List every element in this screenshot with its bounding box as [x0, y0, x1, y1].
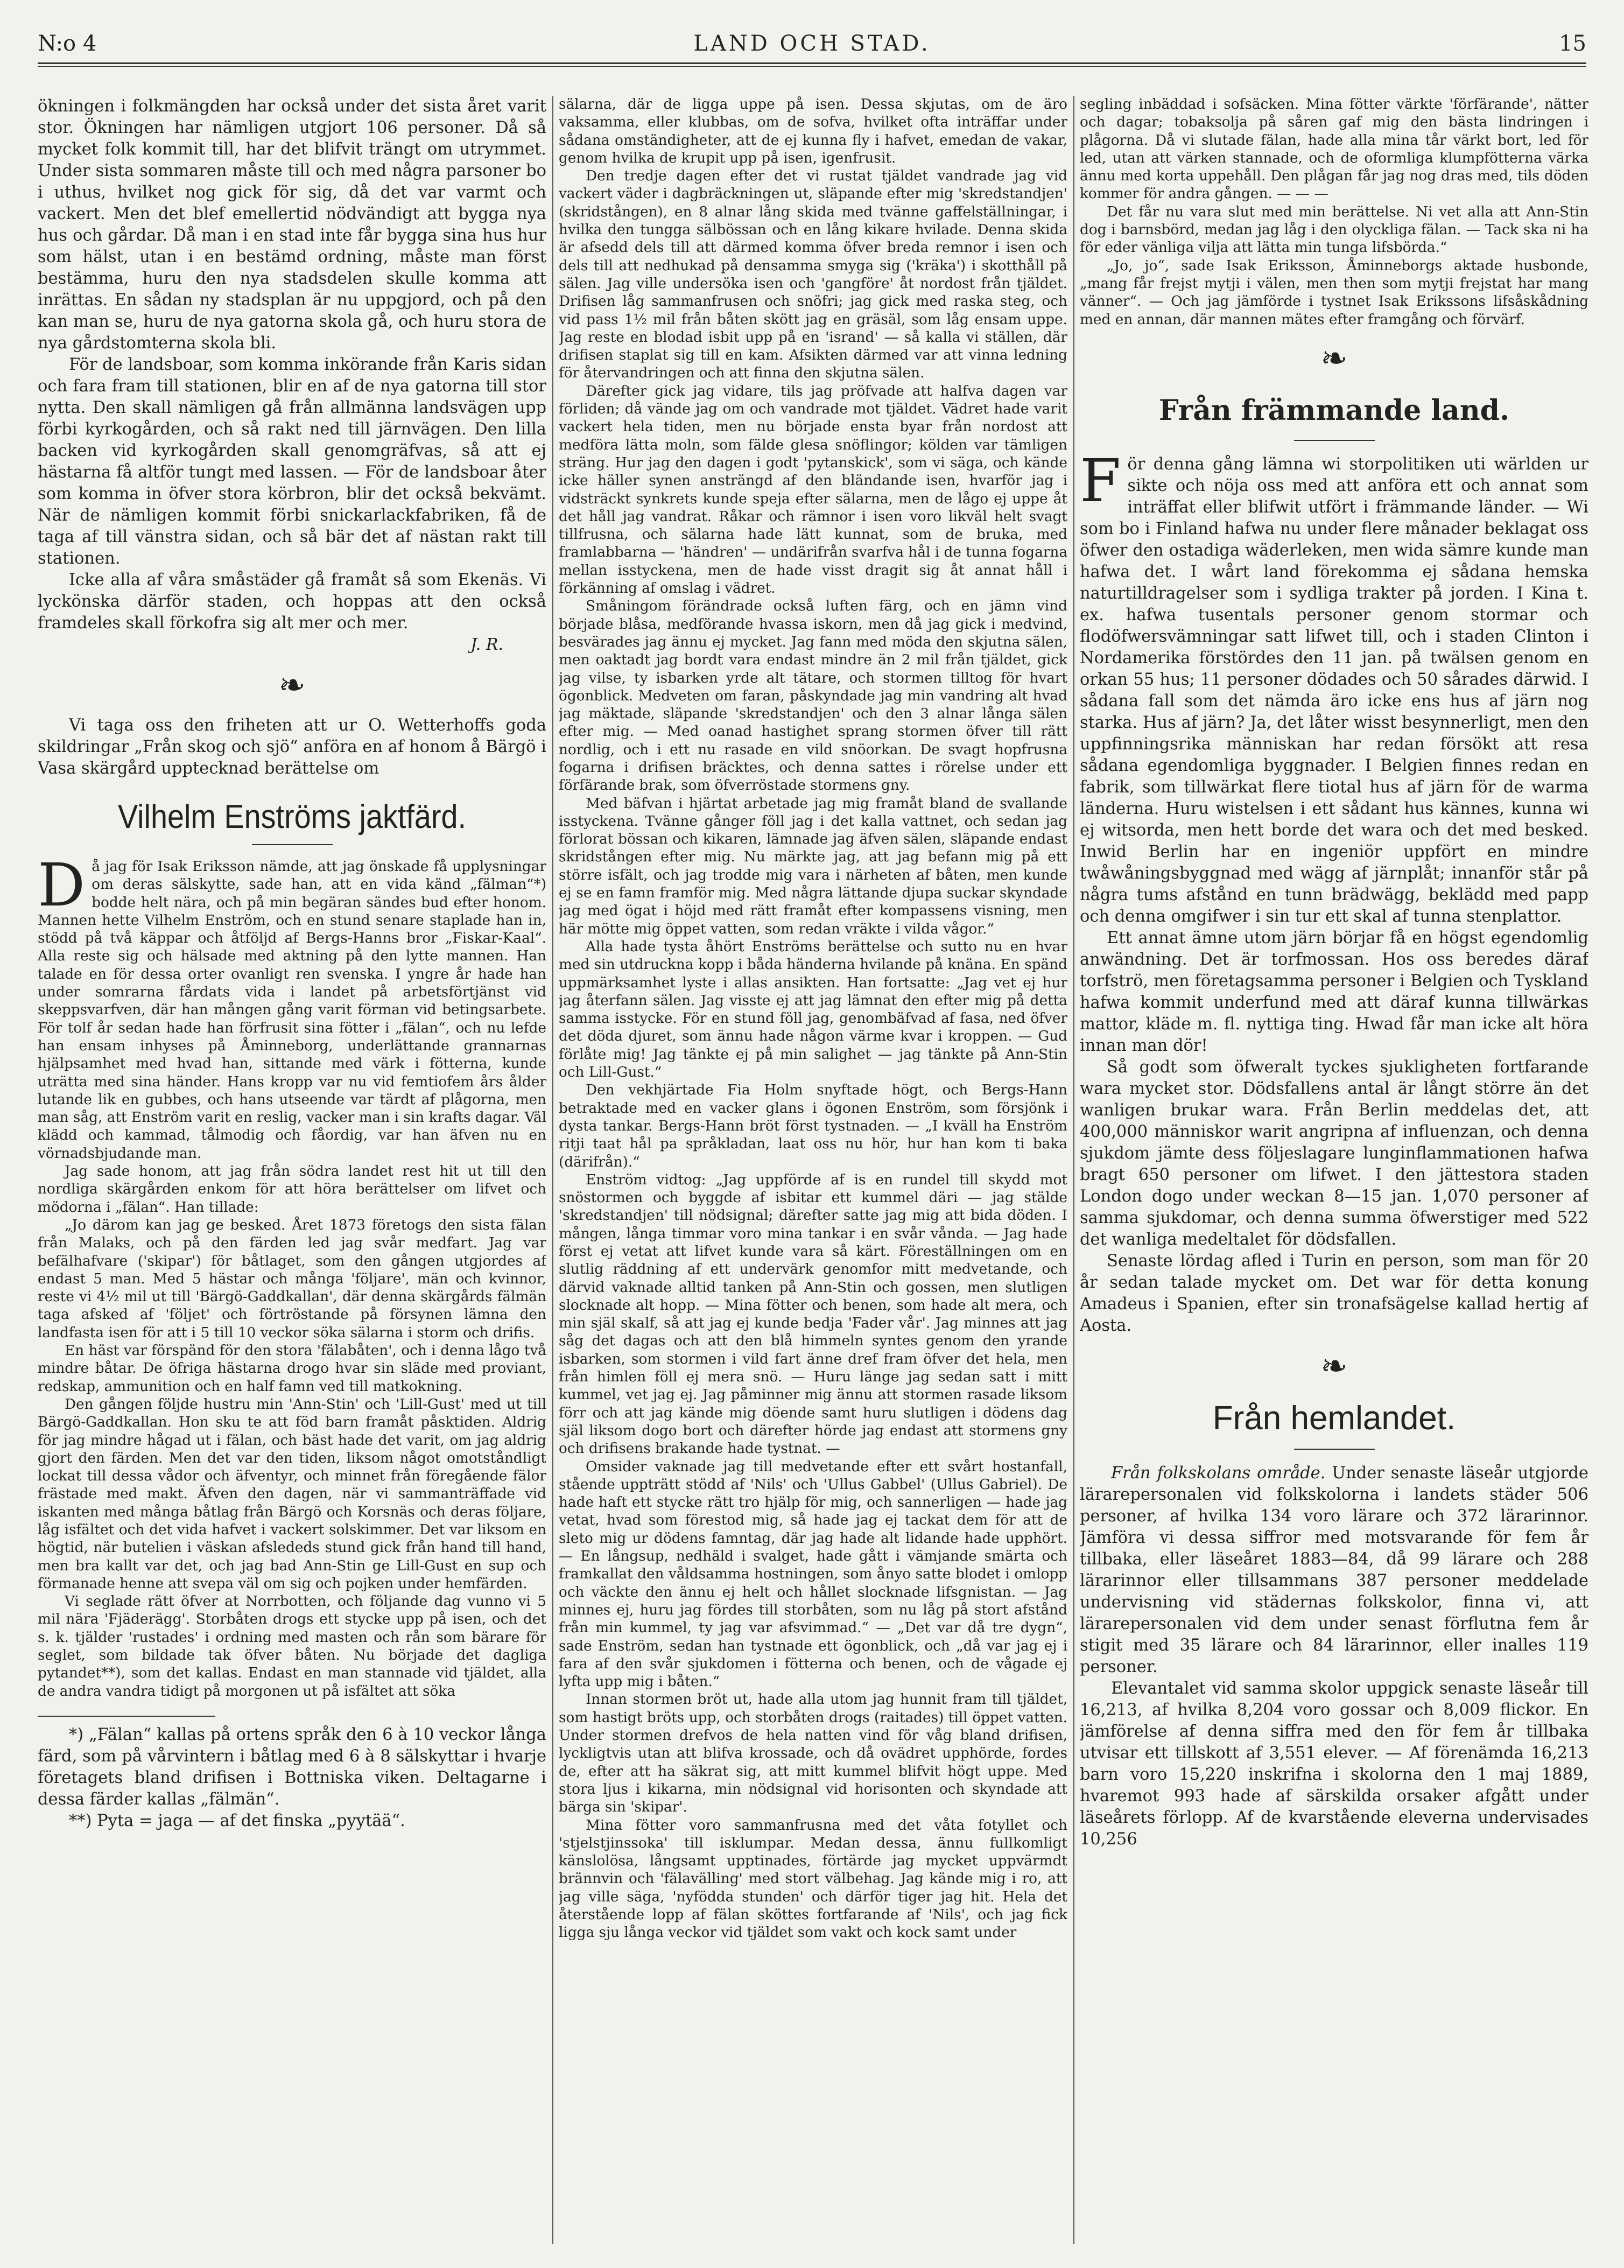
story-paragraph: Vi seglade rätt öfver at Norrbotten, och följande dag vunno vi 5 mil nära 'Fjäderägg'. Storbåten drogs ett stycke upp på isen, och det s. k. tjälder 'rustades' i ordning med masten och rån som bärare för seglet, som bildade tak öfver båten. Nu började det dagliga pytandet**), som det kallas. Endast en man stannade vid tjäldet, alla de andra vandra tidigt på morgonen ut på isfältet att söka: [38, 1593, 546, 1700]
title-rule: [1294, 1449, 1375, 1450]
story-paragraph: sälarna, där de ligga uppe på isen. Dessa skjutas, om de äro vaksamma, eller klubbas, om de sofva, hvilket ofta inträffar under sådana omständigheter, att de ej kunna fly i hafvet, emedan de vakar, genom hvilka de krupit upp på isen, igenfrusit.: [559, 96, 1067, 166]
story-paragraph: segling inbäddad i sofsäcken. Mina fötter värkte 'förfärande', nätter och dagar; tobaksolja på såren gaf mig den bästa lindringen i plågorna. Då vi slutade fälan, hade alla mina tår värkt bort, led för led, utan att värken stannade, och de oformliga klumpfötterna värka ännu med korta uppehåll. Den plågan får jag nog dras med, tils döden kommer för andra gången. — — —: [1080, 96, 1588, 202]
column-1: [38, 96, 546, 2244]
section-title-foreign: Från främmande land.: [1158, 394, 1510, 427]
story-paragraph: Jag sade honom, att jag från södra landet rest hit ut till den nordliga skärgården enkom för att höra berättelser om lifvet och mödorna i „fälan“. Han tillade:: [38, 1163, 546, 1216]
ornament-icon: ❧: [1320, 1347, 1348, 1385]
foreign-paragraph: Ett annat ämne utom järn börjar få en högst egendomlig anwändning. Det är torfmossan. Hos oss beredes däraf torfströ, men företagsamma personer i Belgien och Tyskland hafwa kommit underfund med att däraf kunna tillwärkas mattor, kläde m. fl. nyttiga ting. Hwad får man icke alt höra innan man dör!: [1080, 928, 1588, 1055]
story-paragraph: Med bäfvan i hjärtat arbetade jag mig framåt bland de svallande isstyckena. Tvänne gånger föll jag i det kalla vattnet, och sedan jag förlorat bössan och kikaren, lämnade jag äfven sälen, släpande endast skridstången efter mig. Nu märkte jag, att jag befann mig på ett större isfält, och jag trodde mig vara i närheten af båten, men kunde ej se en famn framför mig. Med några lättande djupa suckar skyndade jag med ögat i höjd med rätt framåt efter kompassens visning, men här mötte mig öppet vatten, som redan vräkte i vilda vågor.“: [559, 795, 1067, 937]
story-paragraph: Mina fötter voro sammanfrusna med det våta fotyllet och 'stjelstjinssoka' till isklumpar. Medan dessa, ännu fullkomligt känslolösa, långsamt upptinades, förtärde jag mycket uppvärmdt brännvin och 'fälavälling' med stort välbehag. Jag kände mig i ro, att jag ville säga, 'nyfödda stunden' och därför tiger jag hit. Hela det återstående lopp af fälan sköttes fortfarande af 'Nils', och jag fick ligga sju långa veckor vid tjäldet som vakt och kock samt under: [559, 1817, 1067, 1941]
story-paragraph: Den gången följde hustru min 'Ann-Stin' och 'Lill-Gust' med ut till Bärgö-Gaddkallan. Hon sku te att föd barn framåt påsktiden. Aldrig för jag mindre hågad ut i fälan, och bäst hade det varit, om jag aldrig gjort den färden. Men det var den tiden, liksom något omotståndligt lockat till dessa vådor och äfventyr, och minnet från föregående fälor frästade med makt. Äfven den dagen, när vi sammanträffade vid iskanten med många båtlag från Bärgö och Korsnäs och deras följare, låg isfältet och det vida hafvet i vackert solskimmer. Det var liksom en högtid, när butelien i väskan afslededs stund gick från hand till hand, men bra kallt var det, och jag bad Ann-Stin ge Lill-Gust en sup och förmanade henne att svepa väl om sig och pojken under hemfärden.: [38, 1396, 546, 1592]
title-rule: [1294, 440, 1375, 441]
header-rule-top: [38, 62, 1586, 64]
article-stad-paragraph: För de landsboar, som komma inkörande från Karis sidan och fara fram till stationen, blir en af de nya gatorna till stor nytta. Den skall nämligen gå från allmänna landsvägen upp förbi kyrkogården, och så rakt ned till järnvägen. Den lilla backen vid kyrkogården skall genomgräfvas, så att ej hästarna få altför tungt med lassen. — För de landsboar åter som komma in öfver stora körbron, blir det också bekvämt. När de nämligen kommit förbi snickarlackfabriken, få de taga af till vänstra sidan, och så bär det af nästan rakt till stationen.: [38, 355, 546, 568]
ornament-icon: ❧: [278, 666, 306, 704]
ornament-icon: ❧: [1320, 339, 1348, 377]
story-paragraph: Det får nu vara slut med min berättelse. Ni vet alla att Ann-Stin dog i barnsbörd, medan jag låg i den olyckliga fälan. — Tack ska ni ha för eder vänliga vilja att lätta min tunga lifsbörda.“: [1080, 203, 1588, 256]
story-paragraph: Småningom förändrade också luften färg, och en jämn vind började blåsa, medförande hvassa iskorn, men då jag gick i medvind, besvärades jag ännu ej mycket. Jag fann med möda den skjutna sälen, men oaktadt jag bordt vara endast mindre än 2 mil från tjäldet, gick jag vilse, ty isbarken yrde alt tätare, och stormen tilltog för hvart ögonblick. Medveten om faran, påskyndade jag min vandring alt hvad jag mäktade, släpande 'skredstandjen' och den 3 alnar långa sälen efter mig. — Med oanad hastighet sprang stormen öfver till rätt nordlig, och i ett nu rasade en vild snöorkan. De svagt hopfrusna fogarna i drifisen bräcktes, och denna sattes i rörelse under ett förfärande brak, som öfverröstade stormens gny.: [559, 598, 1067, 794]
article-stad-paragraph: Icke alla af våra småstäder gå framåt så som Ekenäs. Vi lyckönska därför staden, och hoppas att den också framdeles skall förkofra sig alt mer och mer.: [38, 571, 546, 633]
story-paragraph: Omsider vaknade jag till medvetande efter ett svårt hostanfall, stående uppträtt stödd af 'Nils' och 'Ullus Gabbel' (Ullus Gabriel). De hade haft ett stycke rätt tro hjälp för mig, och sannerligen — hade jag vetat, hvad som förestod mig, så hade jag ej tackat dem för att de sleto mig ur dödens famntag, där jag hade alt lidande hade upphört. — En långsup, nedhäld i svalget, hade gått i vämjande smärta och framkallat den våldsamma hostningen, som ånyo satte blodet i omlopp och väckte den ännu ej helt och hållet slocknade lifsgnistan. — Jag minnes ej, huru jag fördes till storbåten, som nu låg på stort afstånd från min kummel, ty jag var afsvimmad.“ — „Det var då tre dygn“, sade Enström, sedan han tystnade ett ögonblick, och „då var jag ej i fara af den svår sjukdomen i fötterna och benen, och de vågade ej lyfta upp mig i båten.“: [559, 1458, 1067, 1690]
story-paragraph: „Jo, jo“, sade Isak Eriksson, Åminneborgs aktade husbonde, „mang får frejst mytji i välen, men then som mytji frejstat har mang vänner“. — Och jag jämförde i tystnet Isak Erikssons lifsåskådning med en annan, där mannen mätes efter framgång och förvärf.: [1080, 257, 1588, 328]
home-paragraph: Elevantalet vid samma skolor uppgick senaste läseår till 16,213, af hvilka 8,204 voro gossar och 8,009 flickor. En jämförelse af denna siffra med den för fem år tillbaka utvisar ett tillskott af 3,551 elever. — Af förenämda 16,213 barn voro 15,220 inskrifna i skolorna den 1 maj 1889, hvaremot 993 hade af särskilda orsaker afgått under läseårets förlopp. Af de kvarstående eleverna undervisades 10,256: [1080, 1679, 1588, 1849]
story-paragraph: En häst var förspänd för den stora 'fälabåten', och i denna lågo två mindre båtar. De öfriga hästarna drogo hvar sin släde med proviant, redskap, ammunition och en half famn ved till matkokning.: [38, 1343, 546, 1395]
subheading: Från folkskolans område.: [1111, 1463, 1326, 1483]
footnote: **) Pyta = jaga — af det finska „pyytää“.: [69, 1811, 405, 1830]
story-paragraph: Den tredje dagen efter det vi rustat tjäldet vandrade jag vid vackert väder i dagbräckningen ut, släpande efter mig 'skredstandjen' (skridstången), en 8 alnar lång skida med tvänne gaffelställningar, i hvilka den tungga sälbössan och en lång kikare hvilade. Denna skida är afsedd dels till att därmed komma öfver breda remnor i isen och dels till att nedhukad på densamma smyga sig ('kräka') i skotthåll på sälen. Jag ville undersöka isen och 'gangföre' åt nordost från tjäldet. Drifisen låg sammanfrusen och snöfri; jag gick med raska steg, och vid pass 1½ mil från båten skött jag en gräsäl, som låg ensam uppe. Jag reste en blodad isbit upp på en 'isrand' — så kalla vi ställen, där drifisen staplat sig till en kam. Afsikten därmed var att vinna ledning för återvandringen och att finna den skjutna sälen.: [559, 168, 1067, 382]
page-number: 15: [1559, 31, 1586, 56]
column-3: [1080, 96, 1588, 2244]
page-header: [38, 31, 1586, 64]
signature: J. R.: [470, 635, 503, 654]
article-stad-paragraph: ökningen i folkmängden har också under det sista året varit stor. Ökningen har nämligen utgjort 106 personer. Då så mycket folk kommit till, har det blifvit trängt om utrymmet. Under sista sommaren måste till och med några parsoner bo i uthus, hvilket nog gick för sig, då det var varmt och vackert. Men det blef emellertid nödvändigt att bygga nya hus och gårdar. Då man i en stad inte får bygga sina hus hur som hälst, utan i en bestämd ordning, måste man först bestämma, huru den nya stadsdelen skulle komma att inrättas. En sådan ny stadsplan är nu uppgjord, och på den kan man se, huru de nya gatorna skola gå, och huru stora de nya gårdstomterna skola bli.: [38, 97, 546, 353]
story-title: Vilhelm Enströms jaktfärd.: [117, 798, 467, 835]
section-title-home: Från hemlandet.: [1212, 1399, 1456, 1437]
story-paragraph: „Jo därom kan jag ge besked. Året 1873 företogs den sista fälan från Malaks, och på den färden led jag svår medfart. Jag var befälhafvare ('skipar') för båtlaget, som den gången utgjordes af endast 5 man. Med 5 hästar och många 'följare', män och kvinnor, reste vi 4½ mil ut till 'Bärgö-Gaddkallan', där denna skärgårds fälmän taga afsked af 'följet' och förtröstande på försynen lämna den landfasta isen för att i 5 till 10 veckor söka sälarna i storm och drifis.: [38, 1217, 546, 1341]
story-paragraph: Den vekhjärtade Fia Holm snyftade högt, och Bergs-Hann betraktade med en vacker glans i ögonen Enström, som försjönk i dysta tankar. Bergs-Hann bröt först tystnaden. — „I kväll ha Enström ritji taat hål pa språkladan, laat oss nu hör, hur han kom ti baka (därifrån).“: [559, 1082, 1067, 1170]
foreign-paragraph-first: För denna gång lämna wi storpolitiken uti wärlden ur sikte och nöja oss med att anföra ett och annat som inträffat eller blifwit utfört i främmande länder. — Wi som bo i Finland hafwa nu under flere månader beklagat oss öfwer den ostadiga wäderleken, men wida sämre kunde man hafwa det. I wårt land förekomma ej sådana hemska naturtilldragelser som i sydliga trakter på jorden. I Kina t. ex. hafwa tusentals personer genom stormar och flodöfwersvämningar satt lifwet till, och i staden Clinton i Nordamerika förstördes den 11 jan. på twälsen genom en orkan 55 hus; 11 personer dödades och 50 sårades därwid. I sådana fall som det nämda äro icke ens hus af järn nog starka. Hus af järn? Ja, det låter wisst besynnerligt, men den uppfinningsrika människan har redan försökt att resa sådana egendomliga byggnader. I Belgien finnes redan en fabrik, som tillwärkat flere tiotal hus af järn för de warma länderna. Huru wistelsen i ett sådant hus kännes, kunna wi ej witsorda, men hett borde det wara och det med besked. Inwid Berlin har en ingeniör uppfört en mindre twåwåningsbyggnad med wägg af järnplåt; innanför står på några tums afstånd en tunn brädwägg, beklädd med papp och denna omgifwer i sin tur ett skal af tunna stenplattor.: [1080, 446, 1588, 926]
drop-cap: F: [1080, 446, 1121, 515]
story-paragraph: Därefter gick jag vidare, tils jag pröfvade att halfva dagen var förliden; då vände jag om och vandrade mot tjäldet. Vädret hade varit vackert hela tiden, men nu började ensta byar från nordost att medföra lätta moln, som fälde glesa snöflingor; kölden var tämligen sträng. Hur jag den dagen i godt 'pytanskick', som vi säga, och kände icke häller synen ansträngd af den bländande isen, hvarför jag i vidsträckt synkrets kunde speja efter sälarna, men de lågo ej uppe åt det håll jag vandrat. Råkar och rämnor i isen voro likväl helt svagt tillfrusna, och sälarna hade lätt kunnat, som de bruka, med framlabbarna — 'händren' — undärifrån svarfva hål i de tunna fogarna mellan isstyckena, men de hade visst dragit sig åt annat håll i förkänning af omslag i vädret.: [559, 383, 1067, 597]
home-news: [1080, 1463, 1588, 1850]
masthead-title: LAND OCH STAD.: [693, 31, 931, 56]
drop-cap: D: [38, 851, 86, 919]
title-rule: [252, 844, 333, 845]
story-paragraph: Innan stormen bröt ut, hade alla utom jag hunnit fram till tjäldet, som hastigt bröts upp, och storbåten drogs (raitades) till öppet vatten. Under stormen drefvos de hela natten vind för våg bland drifisen, lyckligtvis utan att blifva krossade, och då ovädret upphörde, fordes de, efter att ha säkrat sig, att mitt kummel blifvit högt uppe. Med stora ljus i kikarna, min nödsignal vid horisonten och skyndade att bärga sin 'skipar'.: [559, 1691, 1067, 1816]
story-intro: Vi taga oss den friheten att ur O. Wetterhoffs goda skildringar „Från skog och sjö“ anföra en af honom å Bärgö i Vasa skärgård upptecknad berättelse om: [38, 716, 546, 778]
column-2: [559, 96, 1067, 2244]
footnote-rule: [38, 1716, 215, 1717]
story-paragraph: Enström vidtog: „Jag uppförde af is en rundel till skydd mot snöstormen och byggde af isbitar ett kummel däri — jag stälde 'skredstandjen' till nödsignal; därefter satte jag mig att bida döden. I mången, långa timmar voro mina tankar i en svår vånda. — Jag hade först ej vetat att lifvet kunde vara så kärt. Föreställningen om en slutlig räddning af ett undervärk genomfor mitt medvetande, och därvid vaknade alltid tanken på Ann-Stin och gossen, men slutligen slocknade alt hopp. — Mina fötter och benen, som hade alt mera, och min själ skalf, så att jag ej kunde bedja 'Fader vår'. Jag minnes att jag såg det dagas och att den blå himmeln syntes genom den yrande isbarken, som stormen i vild fart änne dref fram öfver det hela, men från himlen föll ej mera snö. — Huru länge jag sedan satt i mitt kummel, vet jag ej. Jag påminner mig ännu att stormen rasade liksom förr och att jag kände mig döende samt huru slutligen i dödens dag själ liksom dogo bort och därefter hörde jag endast att stormens gny och drifisens brakande hade tystnat. —: [559, 1171, 1067, 1457]
column-separator-2: [1073, 96, 1074, 2244]
story-paragraph: Alla hade tysta åhört Enströms berättelse och sutto nu en hvar med sin utdruckna kopp i båda händerna hvilande på knäna. En spänd uppmärksamhet lyste i allas ansikten. Han fortsatte: „Jag vet ej hur jag återfann sälen. Jag visste ej att jag lämnat den efter mig på detta samma isstycke. För en stund föll jag, genombäfvad af fasa, ned öfver det döda djuret, som ännu hade någon värme kvar i kroppen. — Gud förlåte mig! Jag tänkte ej på min salighet — jag tänkte på Ann-Stin och Lill-Gust.“: [559, 938, 1067, 1081]
story-paragraph-first: Då jag för Isak Eriksson nämde, att jag önskade få upplysningar om deras sälskytte, sade han, att en vida känd „fälman“*) bodde helt nära, och på min begäran sändes bud efter honom. Mannen hette Vilhelm Enström, och en stund senare staplade han in, stödd på två käppar och åtföljd af Bergs-Hanns bror „Fiskar-Kaal“. Alla reste sig och hälsade med aktning på den lytte mannen. Han talade en för dessa orter ovanligt ren svenska. I yngre år hade han under somrarna fårdats vida i landet på arbetsförtjänst vid skeppsvarfven, där han mången gång varit förman vid betingsarbete. För tolf år sedan hade han förfrusit sina fötter i „fälan“, och nu lefde han ensam inhyses på Åminneborg, underlättande grannarnas hjälpsamhet med hvad han, sittande med värk i fötterna, kunde uträtta med sina händer. Hans kropp var nu vid femtiofem års ålder lutande lik en gubbes, och hans utseende var tärdt af plågorna, men man såg, att Enström varit en reslig, vacker man i sin krafts dagar. Väl klädd och kammad, tålmodig och fåordig, var han äfven nu en vörnadsbjudande man.: [38, 851, 546, 1162]
header-rule-bottom: [38, 66, 1586, 67]
issue-number: N:o 4: [38, 31, 97, 56]
foreign-news: [1080, 446, 1588, 1337]
foreign-paragraph: Senaste lördag afled i Turin en person, som man för 20 år sedan talade mycket om. Det war för detta konung Amadeus i Spanien, efter sin tronafsägelse kallad hertig af Aosta.: [1080, 1251, 1588, 1335]
footnote: *) „Fälan“ kallas på ortens språk den 6 à 10 veckor långa färd, som på vårvintern i båtlag med 6 à 8 sälskyttar i hvarje företagets bland drifisen i Bottniska viken. Deltagarne i dessa färder kallas „fälmän“.: [38, 1725, 546, 1809]
home-paragraph: Från folkskolans område. Under senaste läseår utgjorde lärarepersonalen vid folkskolorna i landets städer 506 personer, af hvilka 134 voro lärare och 372 lärarinnor. Jämföra vi dessa siffror med motsvarande för fem år tillbaka, eller läseåret 1883—84, då 99 lärare och 288 lärarinnor eller tillsammans 387 personer meddelade undervisning vid städernas folkskolor, finna vi, att lärarepersonalen vid dem under senast förflutna fem år stigit med 35 lärare och 84 lärarinnor, eller inalles 119 personer.: [1080, 1463, 1588, 1676]
column-separator-1: [552, 96, 553, 2244]
foreign-paragraph: Så godt som öfweralt tyckes sjukligheten fortfarande wara mycket stor. Dödsfallens antal är långt större än det wanligen brukar wara. Från Berlin meddelas det, att 400,000 människor warit angripna af influenzan, och denna sjukdom jämte dess följeslagare lunginflammationen hafwa bragt 650 personer om lifwet. I den jättestora staden London dogo under weckan 8—15 jan. 1,070 personer af samma sjukdomar, och denna summa öfwerstiger med 522 det wanliga medeltalet för dödsfallen.: [1080, 1057, 1588, 1249]
